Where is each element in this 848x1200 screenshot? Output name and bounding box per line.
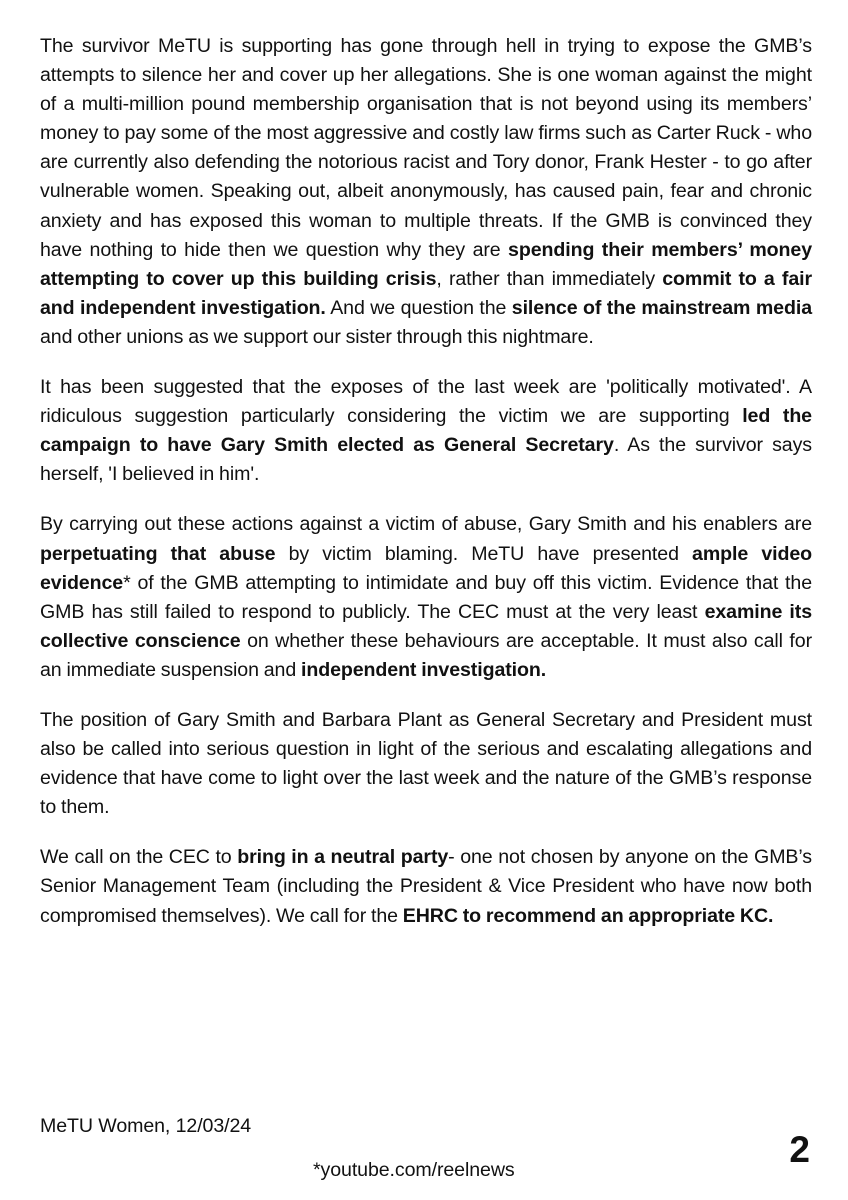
text-segment: The position of Gary Smith and Barbara Plant as General Secretary and President must also be called into serious question in light of the serious and escalating allegations and evidence that have come to light over the last week and the nature of the GMB’s response to them. (40, 708, 812, 819)
bold-text-segment: EHRC to recommend an appropriate KC. (402, 904, 774, 927)
bold-text-segment: commit to a fair and independent investigation. (40, 267, 812, 319)
text-segment: and other unions as we support our sister through this nightmare. (40, 325, 594, 348)
bold-text-segment: silence of the mainstream media (511, 296, 812, 319)
bold-text-segment: bring in a neutral party (237, 846, 449, 869)
text-segment: The survivor MeTU is supporting has gone through hell in trying to expose the GMB’s attempts to silence her and cover up her allegations. She is one woman against the might of a multi-million pound membership organisation that is not beyond using its members’ money to pay some of the most aggressive and costly law firms such as Carter Ruck - who are currently also defending the notorious racist and Tory donor, Frank Hester - to go after vulnerable women. Speaking out, albeit anonymously, has caused pain, fear and chronic anxiety and has exposed this woman to multiple threats. If the GMB is convinced they have nothing to hide then we question why they are (40, 35, 812, 261)
bold-text-segment: ample video evidence (40, 542, 812, 594)
paragraph (40, 373, 812, 489)
paragraph (40, 510, 812, 685)
body-text (40, 32, 812, 952)
paragraph (40, 32, 812, 352)
footnote-link-text: *youtube.com/reelnews (313, 1159, 515, 1181)
signature: MeTU Women, 12/03/24 (40, 1115, 252, 1137)
bold-text-segment: examine its collective conscience (40, 600, 813, 652)
text-segment: , rather than immediately (436, 267, 663, 290)
text-segment: . As the survivor says herself, 'I believed in him'. (40, 434, 812, 486)
text-segment: - one not chosen by anyone on the GMB’s Senior Management Team (including the President & Vice President who have now both compromised themselves). We call for the (40, 846, 812, 927)
text-segment: on whether these behaviours are acceptable. It must also call for an immediate suspension and (40, 629, 813, 681)
text-segment: And we question the (325, 296, 512, 319)
text-segment: * of the GMB attempting to intimidate and buy off this victim. Evidence that the GMB has still failed to respond to publicly. The CEC must at the very least (40, 571, 812, 623)
paragraph (40, 706, 812, 822)
paragraph (40, 843, 812, 930)
bold-text-segment: led the campaign to have Gary Smith elected as General Secretary (40, 405, 812, 457)
bold-text-segment: perpetuating that abuse (40, 542, 276, 565)
bold-text-segment: spending their members’ money attempting to cover up this building crisis (40, 238, 812, 290)
bold-text-segment: independent investigation. (300, 658, 547, 681)
text-segment: By carrying out these actions against a victim of abuse, Gary Smith and his enablers are (40, 513, 812, 536)
text-segment: We call on the CEC to (40, 846, 238, 869)
text-segment: by victim blaming. MeTU have presented (275, 542, 693, 565)
page-number: 2 (789, 1129, 810, 1170)
text-segment: It has been suggested that the exposes of the last week are 'politically motivated'. A ridiculous suggestion particularly considering the victim we are supporting (40, 376, 812, 428)
